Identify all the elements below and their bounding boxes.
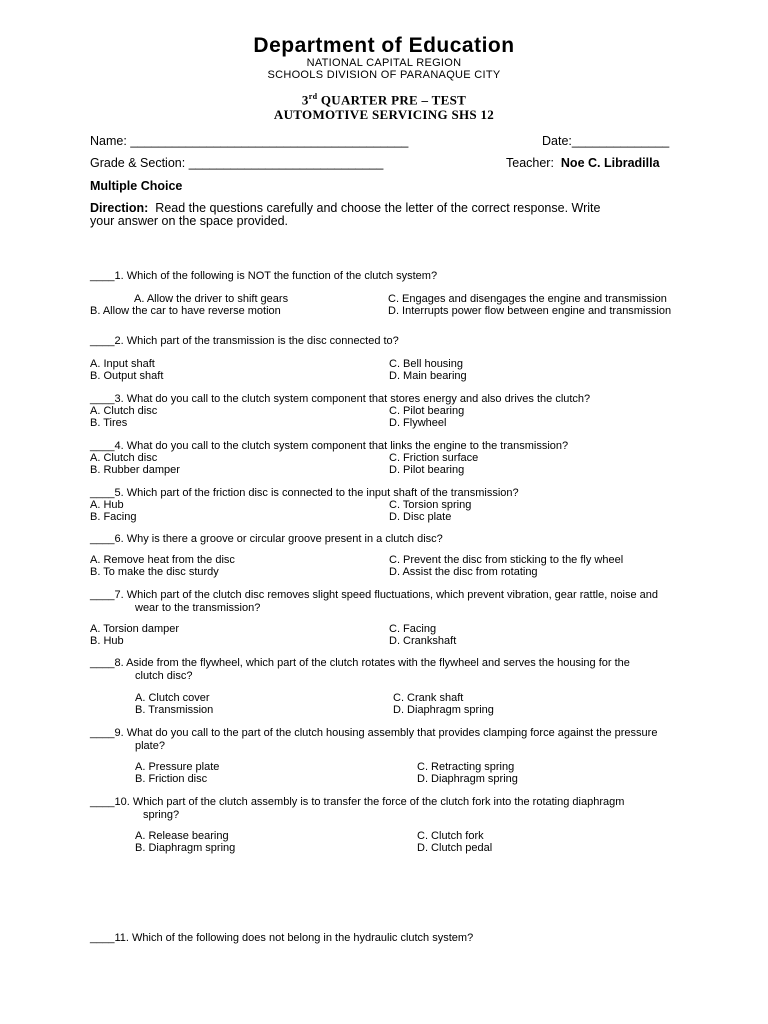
date-label: Date:: [542, 134, 572, 148]
q6-choice-a[interactable]: A. Remove heat from the disc: [90, 554, 235, 566]
subject-title: AUTOMOTIVE SERVICING SHS 12: [273, 107, 495, 122]
question-8-cont: clutch disc?: [135, 670, 193, 682]
q2-choice-c[interactable]: C. Bell housing: [389, 358, 463, 370]
teacher-field: [506, 156, 660, 170]
question-10-cont: spring?: [143, 809, 180, 821]
question-10: ____10. Which part of the clutch assembly is to transfer the force of the clutch fork into the rotating diaphragm: [90, 796, 625, 808]
q5-choice-a[interactable]: A. Hub: [90, 499, 124, 511]
teacher-name: Noe C. Libradilla: [560, 156, 660, 170]
grade-label: Grade & Section:: [90, 156, 186, 170]
question-11: ____11. Which of the following does not belong in the hydraulic clutch system?: [90, 932, 474, 944]
q2-choice-a[interactable]: A. Input shaft: [90, 358, 155, 370]
region-label: NATIONAL CAPITAL REGION: [306, 57, 462, 69]
question-6: ____6. Why is there a groove or circular groove present in a clutch disc?: [90, 533, 443, 545]
question-4: ____4. What do you call to the clutch system component that links the engine to the transmission?: [90, 440, 569, 452]
q1-choice-d[interactable]: D. Interrupts power flow between engine and transmission: [388, 305, 672, 317]
direction-line-2: your answer on the space provided.: [90, 214, 289, 228]
q5-choice-b[interactable]: B. Facing: [90, 511, 137, 523]
division-label: SCHOOLS DIVISION OF PARANAQUE CITY: [267, 69, 501, 81]
section-title: Multiple Choice: [90, 179, 183, 193]
name-line[interactable]: ________________________________________: [130, 134, 409, 148]
question-9: ____9. What do you call to the part of the clutch housing assembly that provides clamping force against the pressure: [90, 727, 658, 739]
q3-choice-b[interactable]: B. Tires: [90, 417, 128, 429]
q7-choice-c[interactable]: C. Facing: [389, 623, 437, 635]
date-line[interactable]: ______________: [571, 134, 670, 148]
q9-choice-c[interactable]: C. Retracting spring: [417, 761, 515, 773]
q5-choice-d[interactable]: D. Disc plate: [389, 511, 452, 523]
q4-choice-c[interactable]: C. Friction surface: [389, 452, 479, 464]
q1-choice-a[interactable]: A. Allow the driver to shift gears: [134, 293, 289, 305]
teacher-label: Teacher:: [506, 156, 554, 170]
q4-choice-d[interactable]: D. Pilot bearing: [389, 464, 465, 476]
q5-choice-c[interactable]: C. Torsion spring: [389, 499, 472, 511]
direction-line-1: [90, 201, 600, 215]
q3-choice-a[interactable]: A. Clutch disc: [90, 405, 158, 417]
question-1: ____1. Which of the following is NOT the function of the clutch system?: [90, 270, 438, 282]
question-7: ____7. Which part of the clutch disc removes slight speed fluctuations, which prevent vibration, gear rattle, noise and: [90, 589, 659, 601]
q1-choice-b[interactable]: B. Allow the car to have reverse motion: [90, 305, 281, 317]
grade-field[interactable]: [90, 156, 383, 170]
quarter-suffix: rd: [308, 92, 318, 101]
q7-choice-a[interactable]: A. Torsion damper: [90, 623, 180, 635]
name-field[interactable]: [90, 134, 408, 148]
q10-choice-c[interactable]: C. Clutch fork: [417, 830, 484, 842]
q2-choice-b[interactable]: B. Output shaft: [90, 370, 164, 382]
department-title: Department of Education: [253, 34, 515, 57]
q8-choice-b[interactable]: B. Transmission: [135, 704, 214, 716]
q2-choice-d[interactable]: D. Main bearing: [389, 370, 467, 382]
q10-choice-b[interactable]: B. Diaphragm spring: [135, 842, 236, 854]
direction-label: Direction:: [90, 201, 149, 215]
quarter-number: 3: [301, 92, 309, 108]
name-label: Name:: [90, 134, 127, 148]
q9-choice-a[interactable]: A. Pressure plate: [135, 761, 220, 773]
q6-choice-d[interactable]: D. Assist the disc from rotating: [389, 566, 538, 578]
date-field[interactable]: [542, 134, 669, 148]
q8-choice-a[interactable]: A. Clutch cover: [135, 692, 210, 704]
question-5: ____5. Which part of the friction disc is connected to the input shaft of the transmission?: [90, 487, 519, 499]
quarter-title: [0, 92, 768, 108]
q9-choice-d[interactable]: D. Diaphragm spring: [417, 773, 518, 785]
direction-text-1: Read the questions carefully and choose the letter of the correct response. Write: [155, 201, 601, 215]
q7-choice-d[interactable]: D. Crankshaft: [389, 635, 457, 647]
question-2: ____2. Which part of the transmission is the disc connected to?: [90, 335, 399, 347]
q7-choice-b[interactable]: B. Hub: [90, 635, 124, 647]
q10-choice-d[interactable]: D. Clutch pedal: [417, 842, 493, 854]
q10-choice-a[interactable]: A. Release bearing: [135, 830, 229, 842]
q9-choice-b[interactable]: B. Friction disc: [135, 773, 208, 785]
q3-choice-c[interactable]: C. Pilot bearing: [389, 405, 465, 417]
q8-choice-d[interactable]: D. Diaphragm spring: [393, 704, 494, 716]
grade-line[interactable]: ____________________________: [188, 156, 384, 170]
q4-choice-b[interactable]: B. Rubber damper: [90, 464, 180, 476]
q1-choice-c[interactable]: C. Engages and disengages the engine and transmission: [388, 293, 667, 305]
q8-choice-c[interactable]: C. Crank shaft: [393, 692, 464, 704]
q4-choice-a[interactable]: A. Clutch disc: [90, 452, 158, 464]
question-7-cont: wear to the transmission?: [135, 602, 261, 614]
question-3: ____3. What do you call to the clutch system component that stores energy and also drives the clutch?: [90, 393, 591, 405]
question-9-cont: plate?: [135, 740, 165, 752]
q3-choice-d[interactable]: D. Flywheel: [389, 417, 447, 429]
question-8: ____8. Aside from the flywheel, which part of the clutch rotates with the flywheel and serves the housing for the: [90, 657, 630, 669]
q6-choice-b[interactable]: B. To make the disc sturdy: [90, 566, 219, 578]
quarter-rest: QUARTER PRE – TEST: [317, 92, 467, 108]
q6-choice-c[interactable]: C. Prevent the disc from sticking to the fly wheel: [389, 554, 624, 566]
